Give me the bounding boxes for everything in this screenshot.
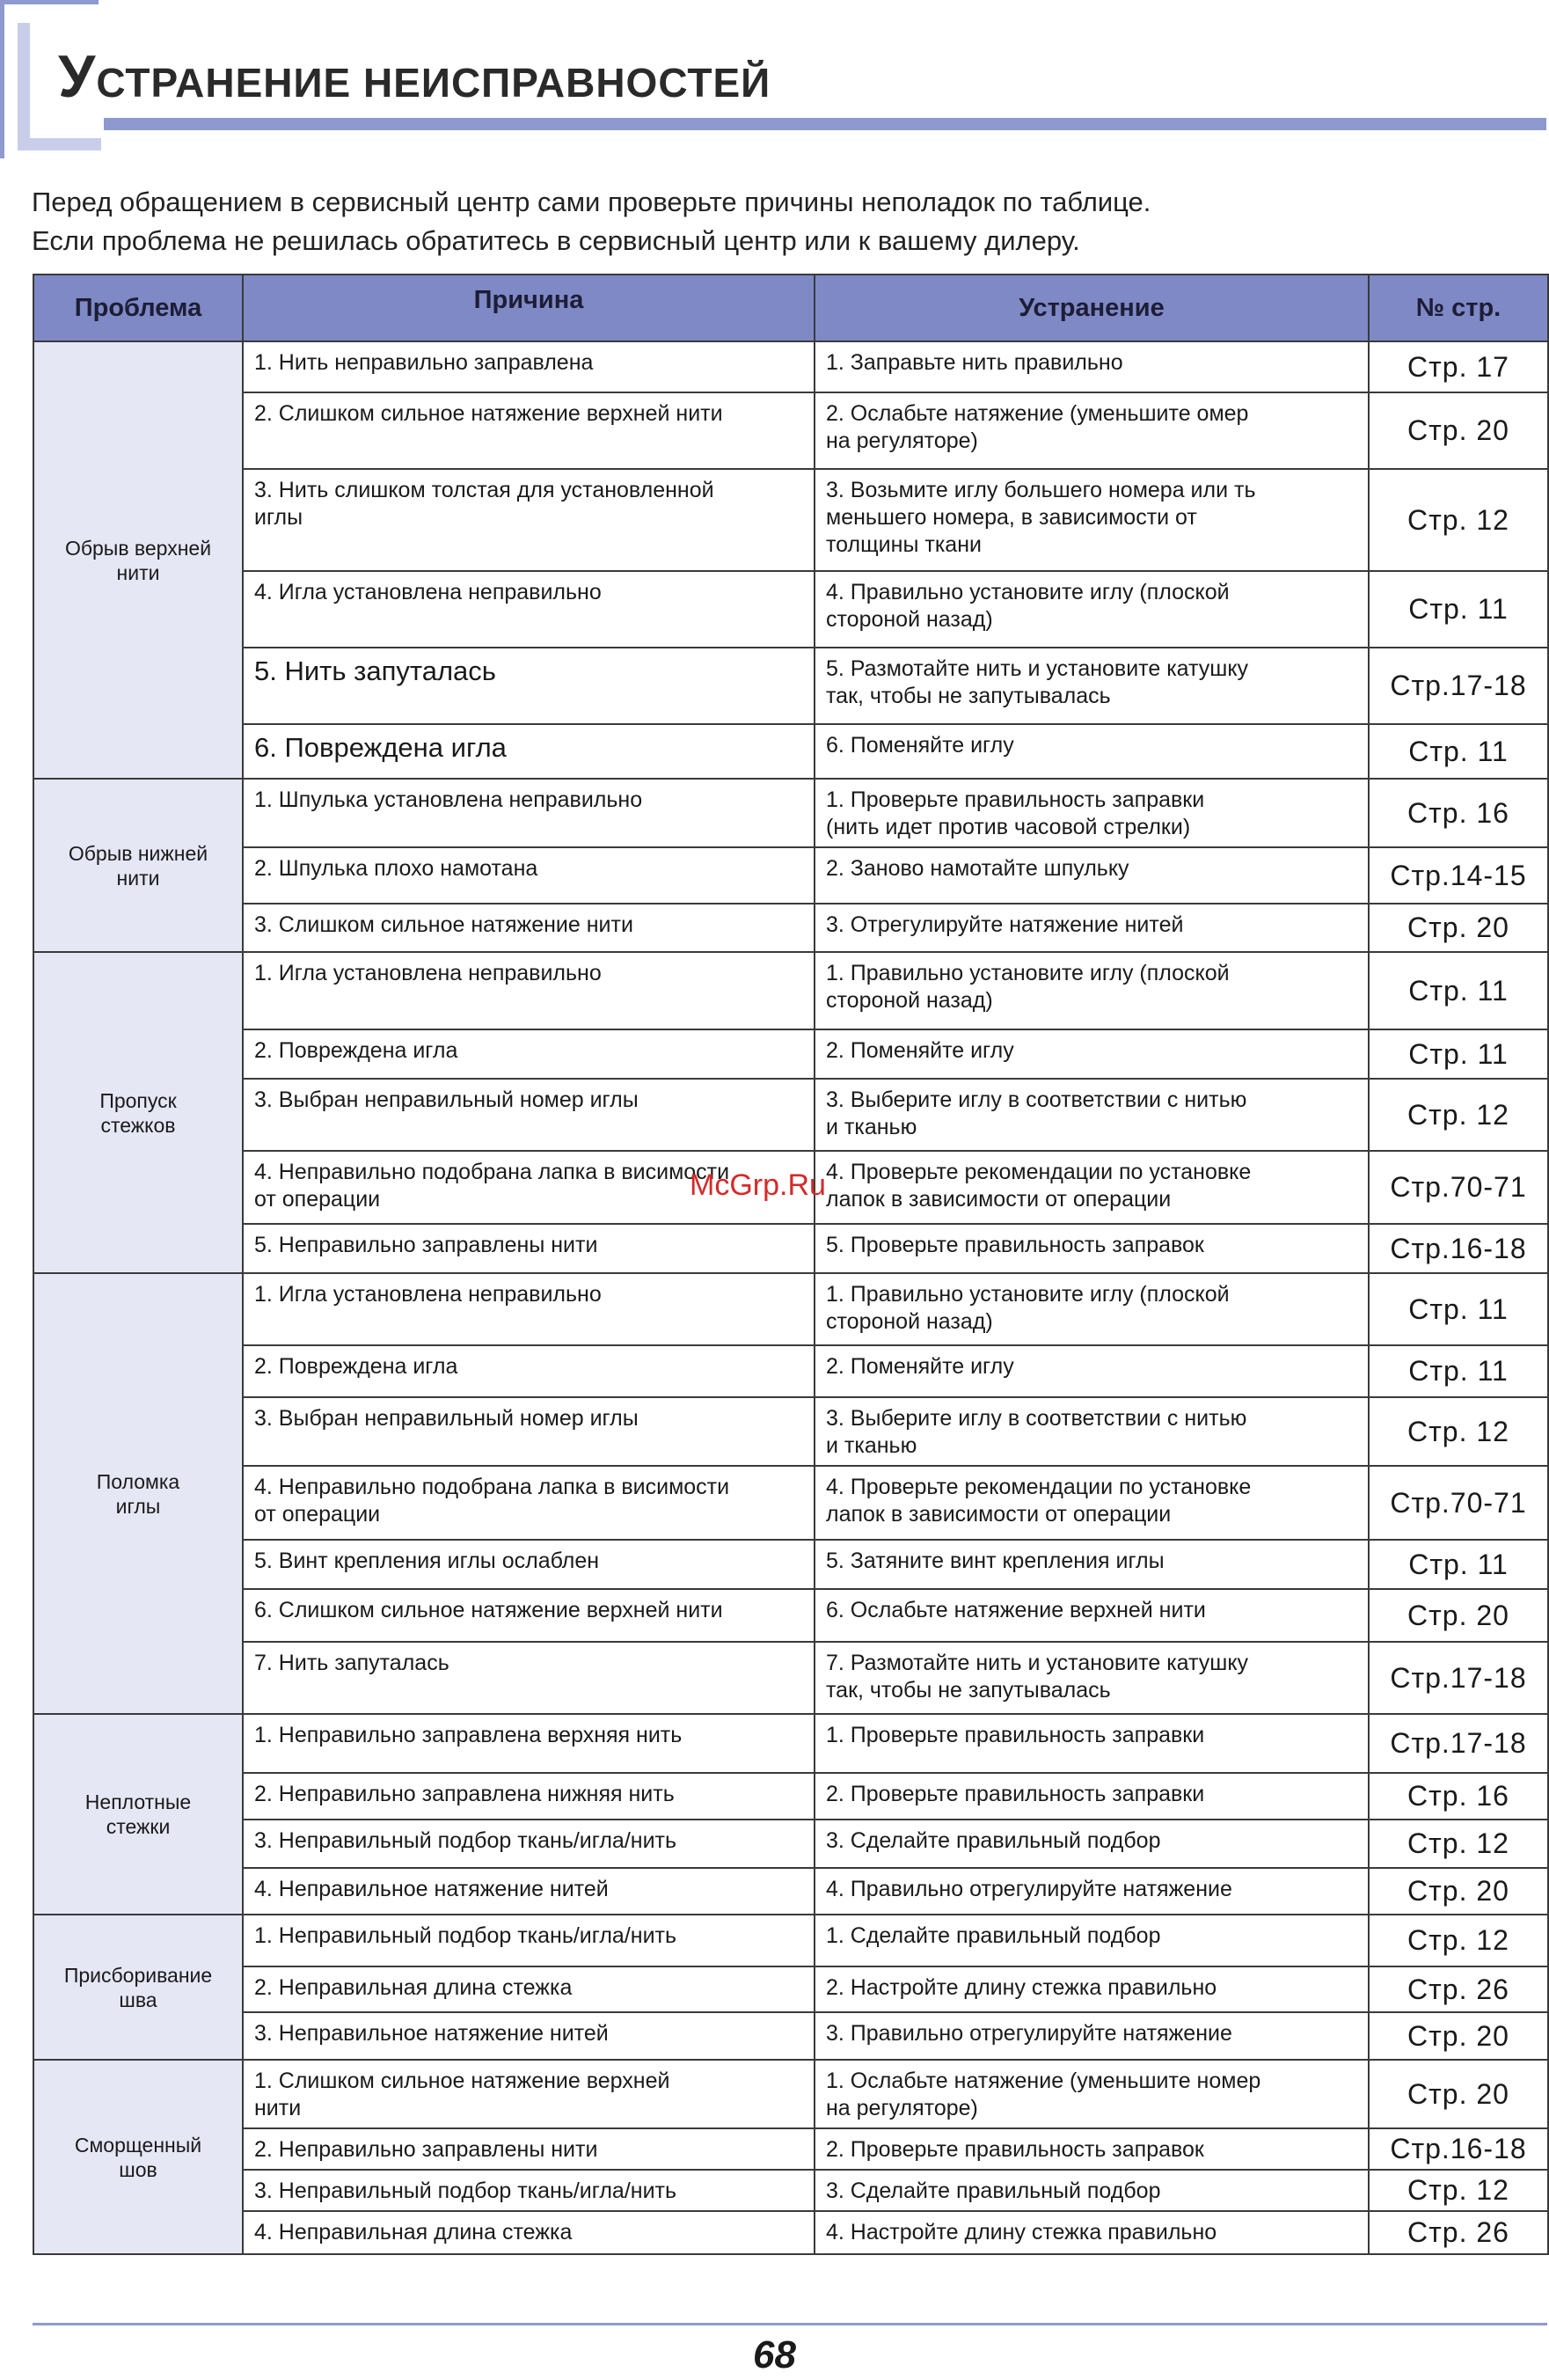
table-row <box>33 392 1548 469</box>
table-row <box>33 2170 1548 2211</box>
table-row <box>33 1773 1548 1820</box>
watermark: McGrp.Ru <box>690 1168 826 1202</box>
fix-cell: 4. Проверьте рекомендации по установке лапок в зависимости от операции <box>815 1151 1369 1224</box>
cause-cell: 2. Повреждена игла <box>243 1029 815 1079</box>
header-fix: Устранение <box>815 275 1369 341</box>
cause-cell: 4. Неправильно подобрана лапка в висимости от операции <box>243 1466 815 1540</box>
footer-divider <box>33 2323 1547 2325</box>
page-ref-cell: Стр. 26 <box>1369 1966 1548 2012</box>
cause-cell: 2. Повреждена игла <box>243 1345 815 1397</box>
fix-cell: 1. Правильно установите иглу (плоской стороной назад) <box>815 952 1369 1029</box>
table-row <box>33 904 1548 952</box>
fix-cell: 1. Правильно установите иглу (плоской стороной назад) <box>815 1273 1369 1345</box>
table-row <box>33 952 1548 1029</box>
cause-cell: 5. Винт крепления иглы ослаблен <box>243 1540 815 1589</box>
cause-cell: 2. Неправильно заправлена нижняя нить <box>243 1773 815 1820</box>
page-ref-cell: Стр.17-18 <box>1369 648 1548 724</box>
cause-cell: 3. Выбран неправильный номер иглы <box>243 1397 815 1466</box>
page-ref-cell: Стр. 20 <box>1369 2060 1548 2128</box>
fix-cell: 3. Правильно отрегулируйте натяжение <box>815 2012 1369 2060</box>
table-row <box>33 1540 1548 1589</box>
fix-cell: 1. Заправьте нить правильно <box>815 341 1369 392</box>
page-ref-cell: Стр. 16 <box>1369 779 1548 847</box>
cause-cell: 3. Нить слишком толстая для установленной иглы <box>243 469 815 571</box>
problem-cell: Пропуск стежков <box>33 952 243 1273</box>
page-ref-cell: Стр.17-18 <box>1369 1714 1548 1773</box>
problem-cell: Неплотные стежки <box>33 1714 243 1915</box>
table-row <box>33 779 1548 847</box>
page-ref-cell: Стр. 12 <box>1369 1079 1548 1151</box>
page-ref-cell: Стр. 20 <box>1369 904 1548 952</box>
problem-cell: Обрыв нижней нити <box>33 779 243 952</box>
page-ref-cell: Стр. 12 <box>1369 469 1548 571</box>
page-ref-cell: Стр. 16 <box>1369 1773 1548 1820</box>
page-ref-cell: Стр. 12 <box>1369 2170 1548 2211</box>
table-row <box>33 648 1548 724</box>
cause-cell: 6. Слишком сильное натяжение верхней нити <box>243 1589 815 1642</box>
table-row <box>33 469 1548 571</box>
fix-cell: 3. Сделайте правильный подбор <box>815 1820 1369 1868</box>
fix-cell: 2. Проверьте правильность заправки <box>815 1773 1369 1820</box>
fix-cell: 4. Проверьте рекомендации по установке лапок в зависимости от операции <box>815 1466 1369 1540</box>
table-body <box>33 341 1548 2254</box>
cause-cell: 3. Слишком сильное натяжение нити <box>243 904 815 952</box>
cause-cell: 6. Повреждена игла <box>243 724 815 779</box>
table-row <box>33 341 1548 392</box>
cause-cell: 3. Неправильное натяжение нитей <box>243 2012 815 2060</box>
fix-cell: 5. Размотайте нить и установите катушку так, чтобы не запутывалась <box>815 648 1369 724</box>
page-ref-cell: Стр.16-18 <box>1369 1224 1548 1273</box>
page-ref-cell: Стр. 11 <box>1369 952 1548 1029</box>
page-ref-cell: Стр. 11 <box>1369 1540 1548 1589</box>
fix-cell: 5. Проверьте правильность заправок <box>815 1224 1369 1273</box>
cause-cell: 5. Нить запуталась <box>243 648 815 724</box>
table-row <box>33 1714 1548 1773</box>
page-ref-cell: Стр. 11 <box>1369 1029 1548 1079</box>
fix-cell: 2. Поменяйте иглу <box>815 1345 1369 1397</box>
page-ref-cell: Стр. 20 <box>1369 2012 1548 2060</box>
cause-cell: 4. Неправильно подобрана лапка в висимости от операции <box>243 1151 815 1224</box>
header-problem: Проблема <box>33 275 243 341</box>
page-ref-cell: Стр. 11 <box>1369 724 1548 779</box>
header-cause: Причина <box>243 275 815 341</box>
page-ref-cell: Стр.70-71 <box>1369 1466 1548 1540</box>
cause-cell: 1. Шпулька установлена неправильно <box>243 779 815 847</box>
table-row <box>33 571 1548 648</box>
table-row <box>33 1642 1548 1714</box>
cause-cell: 2. Шпулька плохо намотана <box>243 847 815 904</box>
table-row <box>33 1966 1548 2012</box>
page-ref-cell: Стр. 20 <box>1369 392 1548 469</box>
table-row <box>33 2060 1548 2128</box>
page-ref-cell: Стр. 12 <box>1369 1915 1548 1966</box>
fix-cell: 1. Проверьте правильность заправки <box>815 1714 1369 1773</box>
table-row <box>33 1079 1548 1151</box>
page-ref-cell: Стр. 17 <box>1369 341 1548 392</box>
header-page: № стр. <box>1369 275 1548 341</box>
cause-cell: 1. Нить неправильно заправлена <box>243 341 815 392</box>
table-row <box>33 1345 1548 1397</box>
table-row <box>33 724 1548 779</box>
problem-cell: Сморщенный шов <box>33 2060 243 2254</box>
page-title <box>58 42 771 111</box>
table-header-row <box>33 275 1548 341</box>
cause-cell: 1. Неправильный подбор ткань/игла/нить <box>243 1915 815 1966</box>
cause-cell: 4. Неправильная длина стежка <box>243 2211 815 2254</box>
troubleshooting-table <box>33 274 1549 2255</box>
page-ref-cell: Стр. 26 <box>1369 2211 1548 2254</box>
cause-cell: 7. Нить запуталась <box>243 1642 815 1714</box>
page-ref-cell: Стр. 20 <box>1369 1868 1548 1915</box>
fix-cell: 2. Проверьте правильность заправок <box>815 2128 1369 2170</box>
page-ref-cell: Стр. 12 <box>1369 1397 1548 1466</box>
fix-cell: 2. Заново намотайте шпульку <box>815 847 1369 904</box>
fix-cell: 3. Сделайте правильный подбор <box>815 2170 1369 2211</box>
title-initial: У <box>58 43 97 110</box>
page-ref-cell: Стр. 11 <box>1369 1273 1548 1345</box>
fix-cell: 1. Ослабьте натяжение (уменьшите номер на регуляторе) <box>815 2060 1369 2128</box>
page-ref-cell: Стр. 20 <box>1369 1589 1548 1642</box>
intro-line-1: Перед обращением в сервисный центр сами проверьте причины неполадок по таблице. <box>32 187 1151 217</box>
fix-cell: 5. Затяните винт крепления иглы <box>815 1540 1369 1589</box>
table-row <box>33 1868 1548 1915</box>
problem-cell: Присборивание шва <box>33 1915 243 2060</box>
table-row <box>33 1029 1548 1079</box>
cause-cell: 2. Слишком сильное натяжение верхней нити <box>243 392 815 469</box>
page-ref-cell: Стр.14-15 <box>1369 847 1548 904</box>
page-number: 68 <box>753 2333 796 2376</box>
problem-cell: Обрыв верхней нити <box>33 341 243 779</box>
fix-cell: 7. Размотайте нить и установите катушку так, чтобы не запутывалась <box>815 1642 1369 1714</box>
cause-cell: 4. Игла установлена неправильно <box>243 571 815 648</box>
table-row <box>33 1466 1548 1540</box>
cause-cell: 1. Игла установлена неправильно <box>243 952 815 1029</box>
page-ref-cell: Стр.16-18 <box>1369 2128 1548 2170</box>
table-row <box>33 1915 1548 1966</box>
page-ref-cell: Стр. 11 <box>1369 571 1548 648</box>
fix-cell: 6. Поменяйте иглу <box>815 724 1369 779</box>
table-row <box>33 847 1548 904</box>
table-row <box>33 1589 1548 1642</box>
cause-cell: 1. Игла установлена неправильно <box>243 1273 815 1345</box>
intro-line-2: Если проблема не решилась обратитесь в сервисный центр или к вашему дилеру. <box>32 225 1080 256</box>
problem-cell: Поломка иглы <box>33 1273 243 1714</box>
fix-cell: 2. Ослабьте натяжение (уменьшите омер на регуляторе) <box>815 392 1369 469</box>
table-row <box>33 2211 1548 2254</box>
table-row <box>33 1273 1548 1345</box>
cause-cell: 1. Неправильно заправлена верхняя нить <box>243 1714 815 1773</box>
fix-cell: 4. Настройте длину стежка правильно <box>815 2211 1369 2254</box>
fix-cell: 6. Ослабьте натяжение верхней нити <box>815 1589 1369 1642</box>
fix-cell: 1. Сделайте правильный подбор <box>815 1915 1369 1966</box>
cause-cell: 3. Неправильный подбор ткань/игла/нить <box>243 2170 815 2211</box>
fix-cell: 2. Настройте длину стежка правильно <box>815 1966 1369 2012</box>
cause-cell: 4. Неправильное натяжение нитей <box>243 1868 815 1915</box>
cause-cell: 1. Слишком сильное натяжение верхней нити <box>243 2060 815 2128</box>
fix-cell: 3. Возьмите иглу большего номера или ть меньшего номера, в зависимости от толщины ткани <box>815 469 1369 571</box>
fix-cell: 2. Поменяйте иглу <box>815 1029 1369 1079</box>
page-ref-cell: Стр.70-71 <box>1369 1151 1548 1224</box>
page-ref-cell: Стр.17-18 <box>1369 1642 1548 1714</box>
table-row <box>33 2012 1548 2060</box>
fix-cell: 3. Выберите иглу в соответствии с нитью и тканью <box>815 1397 1369 1466</box>
cause-cell: 5. Неправильно заправлены нити <box>243 1224 815 1273</box>
fix-cell: 4. Правильно отрегулируйте натяжение <box>815 1868 1369 1915</box>
table-row <box>33 1397 1548 1466</box>
page-ref-cell: Стр. 11 <box>1369 1345 1548 1397</box>
cause-cell: 2. Неправильная длина стежка <box>243 1966 815 2012</box>
cause-cell: 2. Неправильно заправлены нити <box>243 2128 815 2170</box>
table-row <box>33 1224 1548 1273</box>
page-ref-cell: Стр. 12 <box>1369 1820 1548 1868</box>
fix-cell: 4. Правильно установите иглу (плоской стороной назад) <box>815 571 1369 648</box>
fix-cell: 3. Выберите иглу в соответствии с нитью и тканью <box>815 1079 1369 1151</box>
fix-cell: 3. Отрегулируйте натяжение нитей <box>815 904 1369 952</box>
cause-cell: 3. Выбран неправильный номер иглы <box>243 1079 815 1151</box>
intro-text <box>32 183 1527 260</box>
table-row <box>33 1820 1548 1868</box>
title-underline-bar <box>104 118 1546 130</box>
title-rest: СТРАНЕНИЕ НЕИСПРАВНОСТЕЙ <box>96 60 771 106</box>
cause-cell: 3. Неправильный подбор ткань/игла/нить <box>243 1820 815 1868</box>
fix-cell: 1. Проверьте правильность заправки (нить идет против часовой стрелки) <box>815 779 1369 847</box>
table-row <box>33 2128 1548 2170</box>
